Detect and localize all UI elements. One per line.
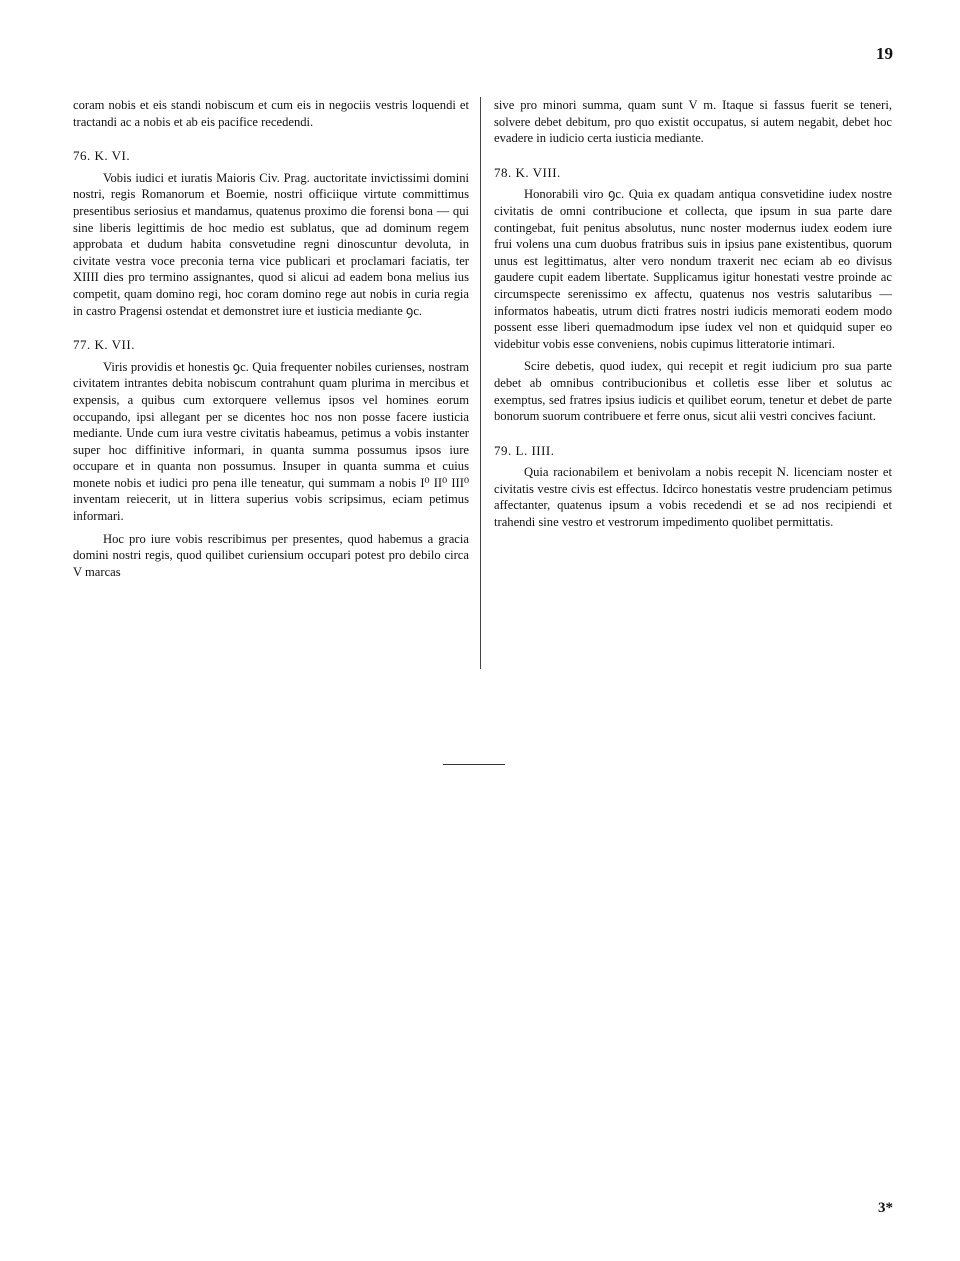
paragraph: sive pro minori summa, quam sunt V m. Itaque si fassus fuerit se teneri, solvere debet debitum, pro quo existit occupatus, si autem negabit, debet hoc evadere in iudicio certa iusticia mediante. xyxy=(494,98,892,146)
entry-continuation xyxy=(494,97,892,147)
entry-heading: 76. K. VI. xyxy=(73,148,131,164)
signature-mark: 3* xyxy=(878,1200,893,1216)
entry-77 xyxy=(73,337,469,580)
paragraph: Quia racionabilem et benivolam a nobis recepit N. licenciam noster et civitatis vestre civis est effectus. Idcirco honestatis vestre prudenciam petimus affectanter, quatenus ipsum a vobis recedendi et se ad nos recipiendi et trahendi sine vestro et vestrorum impedimento quolibet permittatis. xyxy=(494,465,892,530)
entry-heading: 78. K. VIII. xyxy=(494,164,561,180)
paragraph: Vobis iudici et iuratis Maioris Civ. Prag. auctoritate invictissimi domini nostri, regis Romanorum et Boemie, nostri officiique virtute committimus presentibus seriosius et mandamus, quatenus proximo die forensi bona — qui sine liberis legittimis de hoc medio est sublatus, que ad dominum regem approbata et dudum habita consvetudine regni dinoscuntur devoluta, in civitate vestra voce preconia terna vice publicari et proclamari faciatis, ter XIIII dies pro termino assignantes, quod si alicui ad eadem bona melius ius competit, quam domino regi, hoc coram domino rege aut nobis in curia regia in castro Pragensi ostendat et demonstret iure et iusticia mediante ꝯc. xyxy=(73,170,469,318)
entry-heading: 79. L. IIII. xyxy=(494,442,555,458)
paragraph: coram nobis et eis standi nobiscum et cum eis in negociis vestris loquendi et tractandi ac a nobis et ab eis pacifice recedendi. xyxy=(73,98,469,129)
right-column xyxy=(494,97,892,531)
entry-76 xyxy=(73,148,469,319)
paragraph: Honorabili viro ꝯc. Quia ex quadam antiqua consvetidine iudex nostre civitatis de omni contribucione et collecta, que ipsum in sua parte dare contingebat, fuit penitus absolutus, nunc noster modernus iudex eodem iure frui volens una cum duobus fratribus suis in ipsius pane existentibus, quorum unus est legittimatus, alter vero nondum traxerit nec eciam ab eo divisus gaudere cupit eadem libertate. Supplicamus igitur honestati vestre proinde ac circumspecte serenissimo ex affectu, quatenus nos vestris salutaribus — informatos habeatis, utrum dicti fratres nostri iudicis memorati eodem modo possent esse liberi quemadmodum ipse iudex vel non et quidquid super eo videbitur vobis esse conveniens, nobis cupimus litteratorie intimari. xyxy=(494,187,892,351)
entry-79 xyxy=(494,443,892,531)
paragraph: Hoc pro iure vobis rescribimus per presentes, quod habemus a gracia domini nostri regis, quod quilibet curiensium occupari potest pro debilo circa V marcas xyxy=(73,531,469,579)
entry-78 xyxy=(494,165,892,425)
entry-continuation xyxy=(73,97,469,130)
paragraph: Viris providis et honestis ꝯc. Quia frequenter nobiles curienses, nostram civitatem intrantes debita nobiscum contrahunt quam plurima in mercibus et expensis, a quibus cum extorquere vellemus ipsos vel homines eorum occupando, ipsi allegant per se dicentes hoc nos non posse facere iusticia mediante. Unde cum iura vestre civitatis habeamus, petimus a vobis instanter super hoc diffinitive informari, in quanta summa possumus ipsos iure occupare et in quanta non possumus. Insuper in quanta summa et cuius monete nobis et iudici pro pena ille teneatur, qui summam a nobis I⁰ II⁰ III⁰ inventam reiecerit, ut in littera superius vobis scripsimus, eciam petimus informari. xyxy=(73,359,469,524)
paragraph: Scire debetis, quod iudex, qui recepit et regit iudicium pro sua parte debet ab omnibus contribucionibus et colletis esse liber et solutus ac exemptus, sed fratres ipsius iudicis et quilibet eorum, tenetur et debet de parte bonorum suorum contribuere et ferre onus, sicut alii vestri concives faciunt. xyxy=(494,359,892,424)
page-number: 19 xyxy=(876,44,893,63)
entry-heading: 77. K. VII. xyxy=(73,337,135,353)
left-column xyxy=(73,97,469,580)
column-divider xyxy=(480,97,481,669)
footer-rule xyxy=(443,764,505,765)
